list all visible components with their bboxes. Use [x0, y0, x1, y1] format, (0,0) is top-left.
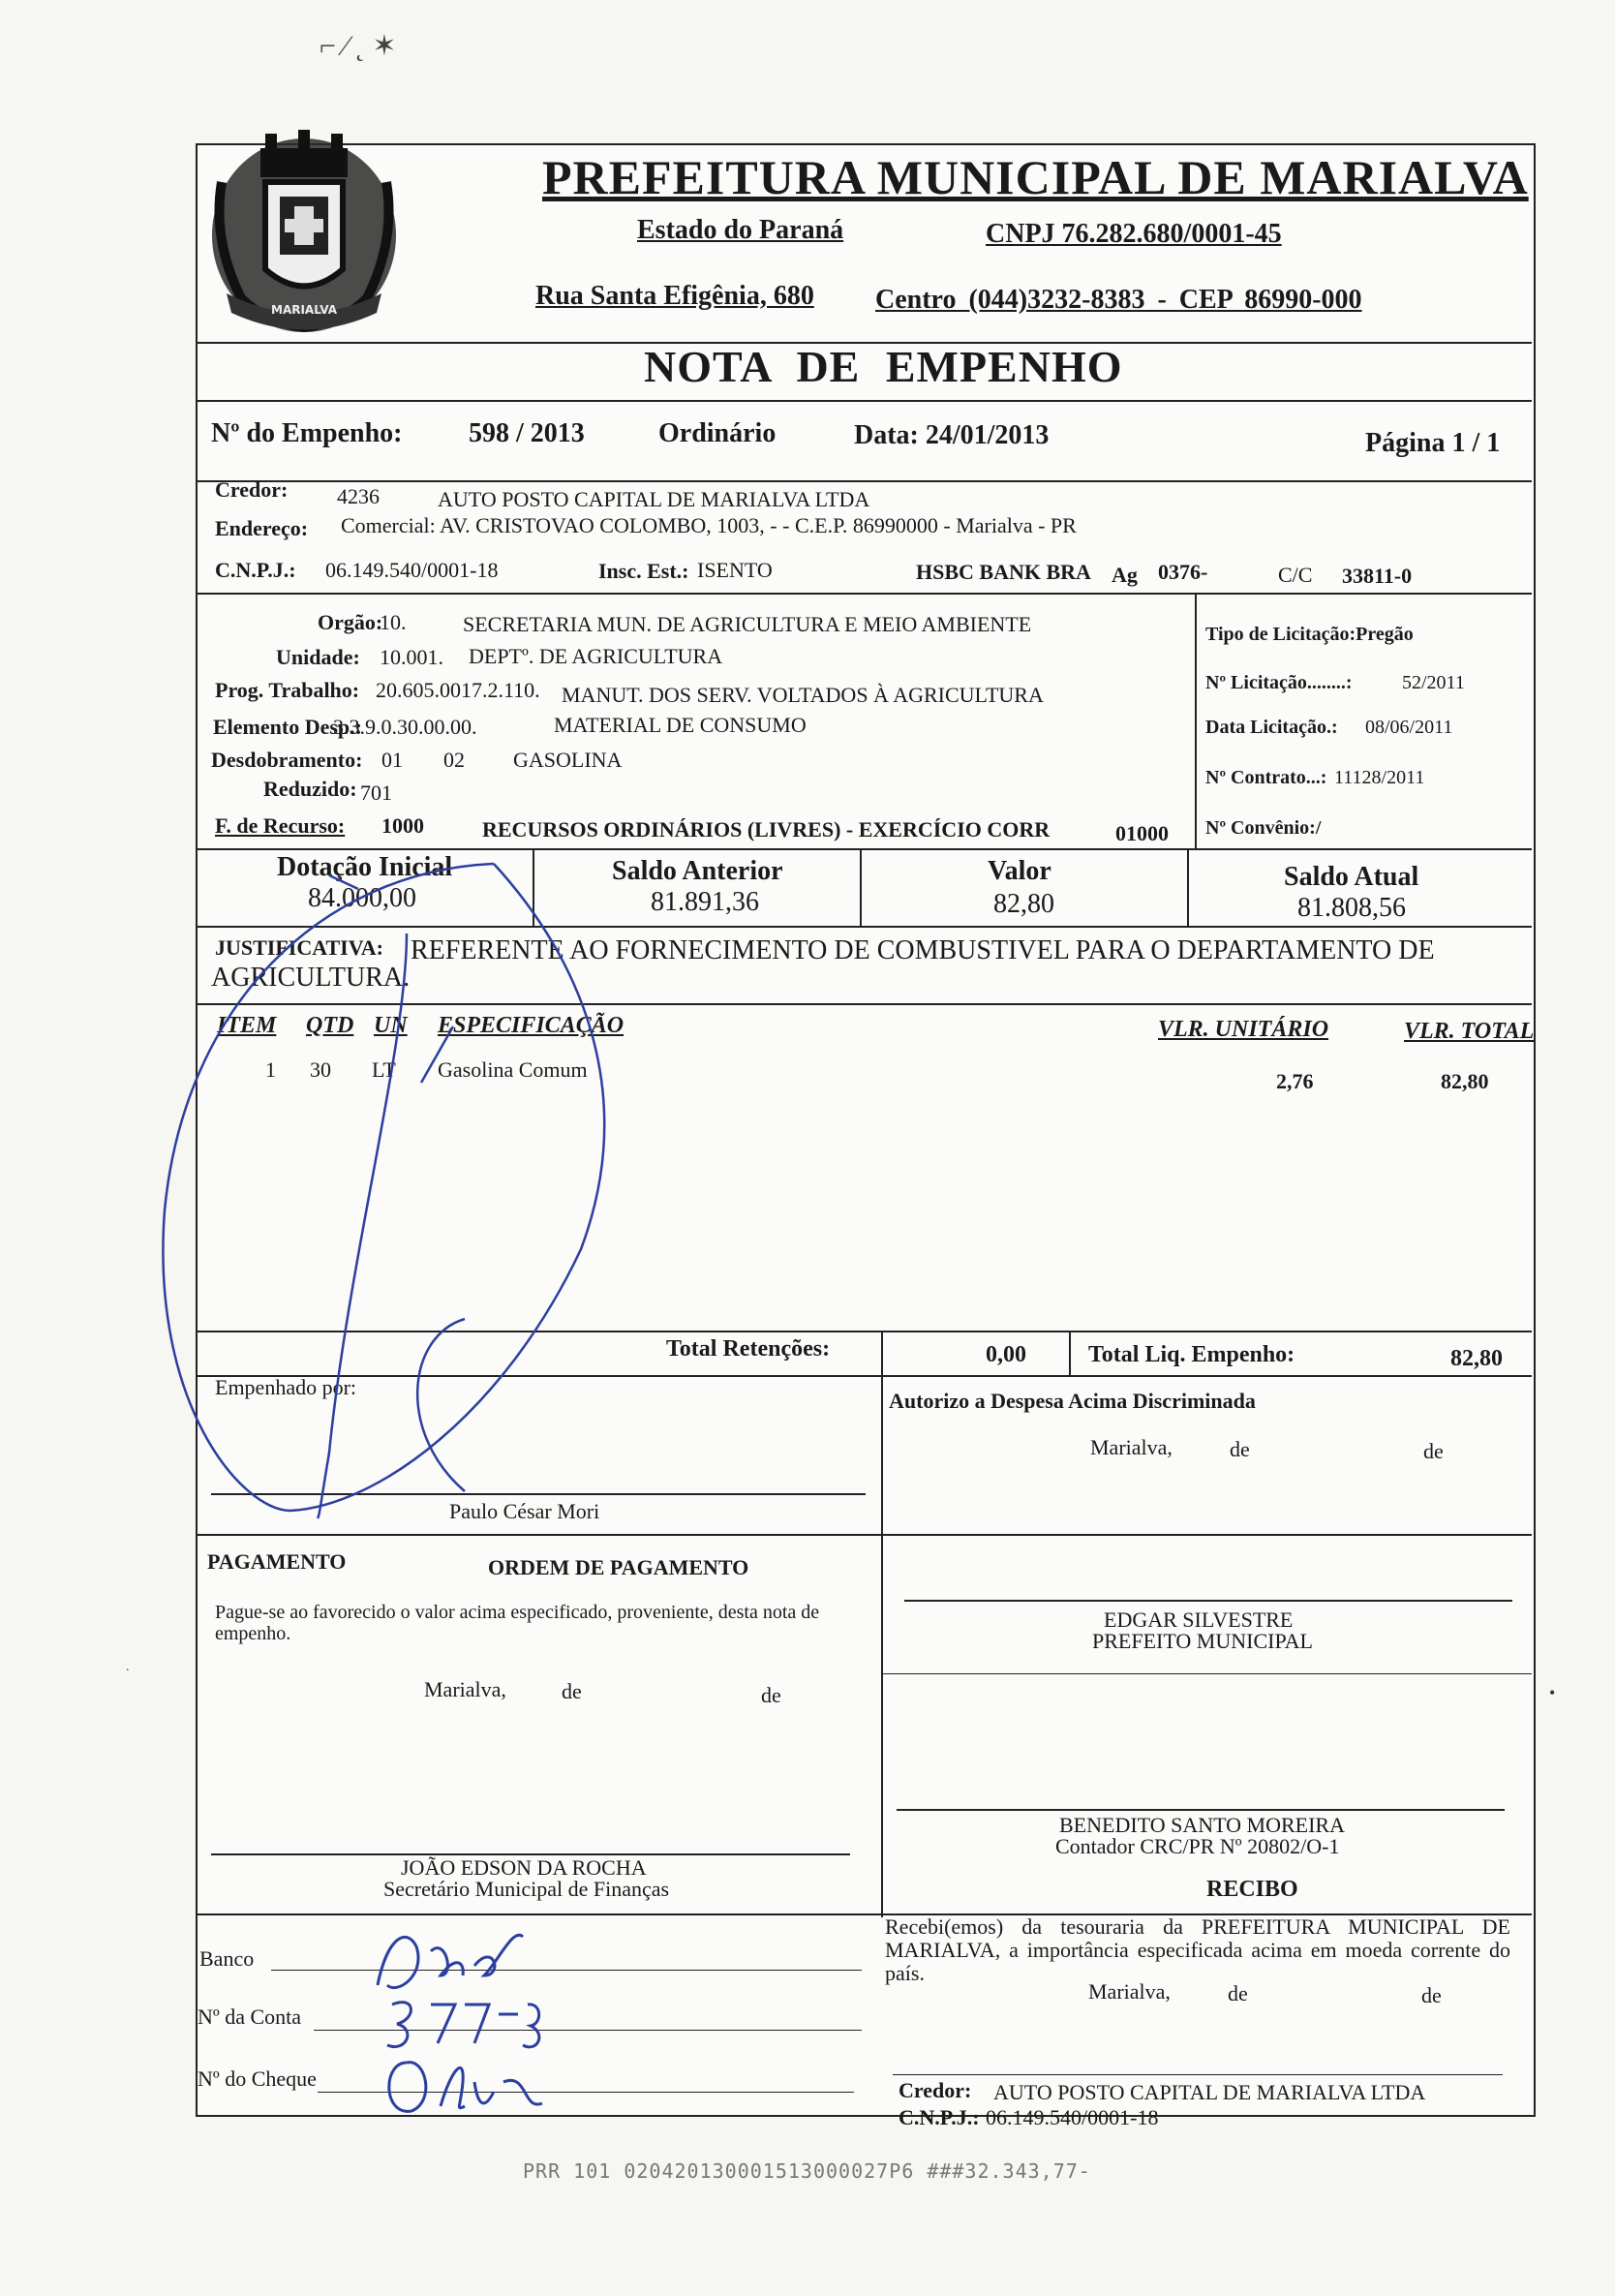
insc-label: Insc. Est.:: [598, 559, 689, 583]
col-qtd: QTD: [306, 1013, 354, 1038]
autorizo-de2: de: [1423, 1439, 1444, 1463]
cnpj-value: 06.149.540/0001-18: [325, 558, 499, 582]
row-unit: 2,76: [1276, 1069, 1314, 1093]
row-qtd: 30: [310, 1057, 331, 1082]
recibo-credor-value: AUTO POSTO CAPITAL DE MARIALVA LTDA: [993, 2080, 1426, 2104]
recibo-cnpj-label: C.N.P.J.:: [899, 2105, 980, 2129]
pagamento-de1: de: [562, 1679, 582, 1703]
col-item: ITEM: [217, 1013, 277, 1038]
recibo-title: RECIBO: [1206, 1877, 1298, 1902]
convenio: Nº Convênio:/: [1205, 817, 1322, 839]
contador-name: BENEDITO SANTO MOREIRA: [1059, 1813, 1345, 1837]
empenhado-label: Empenhado por:: [215, 1375, 357, 1399]
valor-value: 82,80: [993, 889, 1054, 919]
retencoes-label: Total Retenções:: [666, 1336, 831, 1362]
bank-name: HSBC BANK BRA: [916, 560, 1091, 584]
row-spec: Gasolina Comum: [438, 1057, 588, 1082]
credor-name: AUTO POSTO CAPITAL DE MARIALVA LTDA: [438, 487, 870, 511]
recibo-credor-label: Credor:: [899, 2078, 972, 2102]
endereco-value: Comercial: AV. CRISTOVAO COLOMBO, 1003, - - C.E.P. 86990000 - Marialva - PR: [341, 513, 1077, 537]
cc-label: C/C: [1278, 563, 1313, 587]
credor-label: Credor:: [215, 477, 289, 502]
recibo-text: Recebi(emos) da tesouraria da PREFEITURA MUNICIPAL DE MARIALVA, a importância especificada acima em moeda corrente do país.: [885, 1914, 1510, 1985]
dotacao-label: Dotação Inicial: [277, 852, 453, 882]
saldo-anterior-label: Saldo Anterior: [612, 856, 783, 886]
empenho-type: Ordinário: [658, 418, 777, 448]
empenho-date: Data: 24/01/2013: [854, 420, 1050, 450]
licitacao-numero-label: Nº Licitação........:: [1205, 672, 1353, 693]
cc-value: 33811-0: [1342, 564, 1413, 588]
orgao-name: SECRETARIA MUN. DE AGRICULTURA E MEIO AMBIENTE: [463, 612, 1032, 636]
desdob-name: GASOLINA: [513, 748, 623, 772]
desdob-label: Desdobramento:: [211, 748, 363, 772]
saldo-atual-value: 81.808,56: [1297, 893, 1406, 923]
credor-code: 4236: [337, 484, 380, 508]
document-title: NOTA DE EMPENHO: [644, 342, 1123, 391]
saldo-anterior-value: 81.891,36: [651, 887, 759, 917]
recurso-value: 1000: [381, 813, 424, 838]
contador-title: Contador CRC/PR Nº 20802/O-1: [1055, 1834, 1340, 1858]
cheque-label: Nº do Cheque: [198, 2066, 317, 2091]
empenhado-name: Paulo César Mori: [449, 1499, 600, 1523]
recurso-name: RECURSOS ORDINÁRIOS (LIVRES) - EXERCÍCIO CORR: [482, 817, 1051, 842]
autorizo-de1: de: [1230, 1437, 1250, 1461]
justificativa-label: JUSTIFICATIVA:: [215, 935, 384, 960]
reduzido-value: 701: [360, 781, 392, 805]
empenho-number: 598 / 2013: [469, 418, 585, 448]
recibo-de1: de: [1228, 1981, 1248, 2005]
recurso-label: F. de Recurso:: [215, 813, 346, 838]
recurso-code: 01000: [1115, 821, 1169, 845]
justificativa-text: REFERENTE AO FORNECIMENTO DE COMBUSTIVEL PARA O DEPARTAMENTO DE: [411, 935, 1435, 965]
endereco-label: Endereço:: [215, 516, 309, 540]
row-un: LT: [372, 1057, 396, 1082]
licitacao-tipo: Tipo de Licitação:Pregão: [1205, 624, 1414, 645]
ordem-pagamento: ORDEM DE PAGAMENTO: [488, 1555, 749, 1579]
elemento-label: Elemento Desp.:: [213, 715, 362, 739]
valor-label: Valor: [988, 856, 1051, 886]
row-item: 1: [265, 1057, 276, 1082]
recibo-de2: de: [1421, 1983, 1442, 2007]
prefeito-name: EDGAR SILVESTRE: [1104, 1607, 1294, 1632]
col-un: UN: [374, 1013, 408, 1038]
desdob-a: 01: [381, 748, 403, 772]
prog-name: MANUT. DOS SERV. VOLTADOS À AGRICULTURA: [562, 683, 1044, 707]
insc-value: ISENTO: [697, 558, 773, 582]
autorizo-city: Marialva,: [1090, 1435, 1173, 1459]
footer-code: PRR 101 020420130001513000027P6 ###32.343,77-: [523, 2159, 1091, 2183]
prog-label: Prog. Trabalho:: [215, 678, 360, 702]
justificativa-text-cont: AGRICULTURA.: [211, 963, 411, 993]
secretario-name: JOÃO EDSON DA ROCHA: [401, 1855, 647, 1880]
recibo-city: Marialva,: [1088, 1979, 1171, 2004]
unidade-label: Unidade:: [276, 645, 360, 669]
signature-line: [211, 1493, 866, 1495]
header-cnpj: CNPJ 76.282.680/0001-45: [986, 219, 1282, 249]
scan-mark: ⌐ ⁄ ˛ ✶: [320, 30, 397, 62]
pagamento-city: Marialva,: [424, 1677, 506, 1701]
elemento-value: 3.3.9.0.30.00.00.: [333, 715, 477, 739]
header-title: PREFEITURA MUNICIPAL DE MARIALVA: [542, 150, 1529, 204]
elemento-name: MATERIAL DE CONSUMO: [554, 713, 807, 737]
banco-label: Banco: [199, 1946, 255, 1971]
licitacao-numero: 52/2011: [1402, 672, 1465, 693]
pagamento-label: PAGAMENTO: [207, 1549, 347, 1574]
liq-label: Total Liq. Empenho:: [1088, 1342, 1295, 1367]
pagamento-de2: de: [761, 1683, 781, 1707]
retencoes-value: 0,00: [986, 1342, 1026, 1367]
secretario-title: Secretário Municipal de Finanças: [383, 1877, 670, 1901]
licitacao-data: 08/06/2011: [1365, 717, 1453, 738]
ag-label: Ag: [1112, 563, 1138, 587]
conta-label: Nº da Conta: [198, 2005, 302, 2029]
unidade-value: 10.001.: [380, 645, 443, 669]
autorizo-text: Autorizo a Despesa Acima Discriminada: [889, 1389, 1256, 1413]
licitacao-data-label: Data Licitação.:: [1205, 717, 1338, 738]
prefeito-title: PREFEITO MUNICIPAL: [1092, 1629, 1313, 1653]
reduzido-label: Reduzido:: [263, 777, 357, 801]
orgao-label: Orgão:: [318, 610, 383, 634]
pagamento-text: Pague-se ao favorecido o valor acima especificado, proveniente, desta nota de empenho.: [215, 1602, 820, 1644]
cnpj-label: C.N.P.J.:: [215, 558, 296, 582]
page-number: Página 1 / 1: [1365, 428, 1501, 458]
signature-line: [904, 1600, 1512, 1602]
col-vlr-unitario: VLR. UNITÁRIO: [1158, 1017, 1329, 1042]
contrato-value: 11128/2011: [1334, 767, 1425, 788]
header-state: Estado do Paraná: [637, 215, 844, 245]
orgao-value: 10.: [380, 610, 407, 634]
header-address: Centro (044)3232-8383 - CEP 86990-000: [875, 285, 1362, 315]
contrato-label: Nº Contrato...:: [1205, 767, 1327, 788]
saldo-atual-label: Saldo Atual: [1284, 862, 1419, 892]
unidade-name: DEPTº. DE AGRICULTURA: [469, 644, 723, 668]
header-street: Rua Santa Efigênia, 680: [535, 281, 814, 311]
liq-value: 82,80: [1450, 1346, 1503, 1371]
svg-text:MARIALVA: MARIALVA: [271, 303, 337, 317]
row-total: 82,80: [1441, 1069, 1489, 1093]
desdob-b: 02: [443, 748, 465, 772]
col-especificacao: ESPECIFICAÇÃO: [438, 1013, 625, 1038]
coat-of-arms-logo: [207, 124, 401, 342]
ag-value: 0376-: [1158, 560, 1208, 584]
col-vlr-total: VLR. TOTAL: [1404, 1019, 1535, 1044]
recibo-cnpj-value: 06.149.540/0001-18: [986, 2105, 1159, 2129]
empenho-number-label: Nº do Empenho:: [211, 418, 403, 448]
signature-line: [897, 1809, 1505, 1811]
dotacao-value: 84.000,00: [308, 883, 416, 913]
prog-value: 20.605.0017.2.110.: [376, 678, 540, 702]
